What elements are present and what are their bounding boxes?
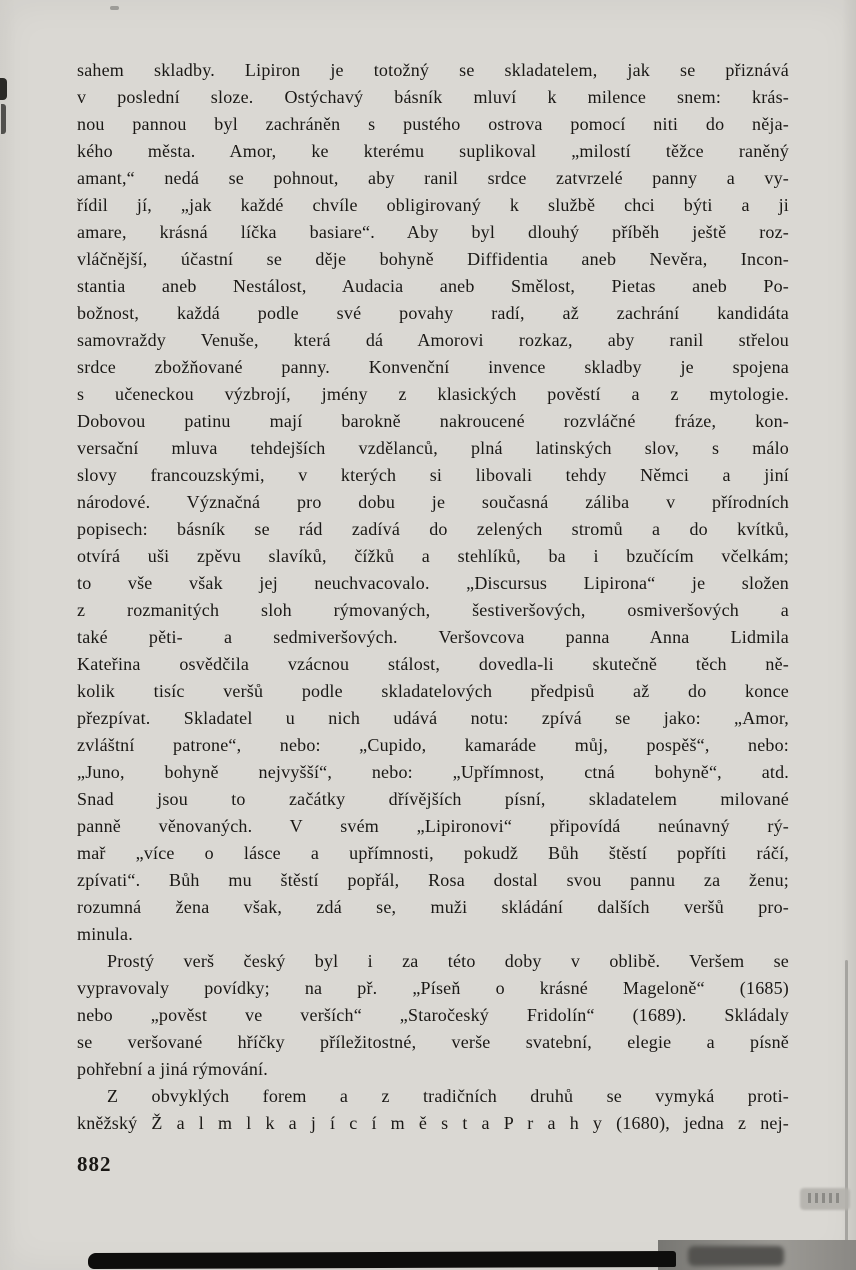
text-line: přezpívat. Skladatel u nich udává notu: zpívá se jako: „Amor, <box>77 708 789 728</box>
text-line: minula. <box>77 924 133 944</box>
text-line: Prostý verš český byl i za této doby v oblibě. Veršem se <box>107 951 789 971</box>
text-line: také pěti- a sedmiveršových. Veršovcova panna Anna Lidmila <box>77 627 789 647</box>
scan-edge-left-shadow <box>0 0 16 1270</box>
text-line: se veršované hříčky příležitostné, verše svatební, elegie a písně <box>77 1032 789 1052</box>
text-line: versační mluva tehdejších vzdělanců, plná latinských slov, s málo <box>77 438 789 458</box>
text-line: s učeneckou výzbrojí, jmény z klasických pověstí a z mytologie. <box>77 384 789 404</box>
scan-artifact-bottom-black-bar <box>88 1251 676 1269</box>
text-line: to vše však jej neuchvacovalo. „Discursus Lipirona“ je složen <box>77 573 789 593</box>
text-line: pohřební a jiná rýmování. <box>77 1059 268 1079</box>
page-number: 882 <box>77 1152 112 1176</box>
text-line: Kateřina osvědčila vzácnou stálost, dovedla-li skutečně těch ně- <box>77 654 789 674</box>
scan-artifact-top-dash <box>110 6 119 10</box>
scan-artifact-left-mark-1 <box>0 78 7 100</box>
scan-artifact-left-mark-2 <box>1 104 6 134</box>
text-line: Dobovou patinu mají barokně nakroucené rozvláčné fráze, kon- <box>77 411 789 431</box>
scan-artifact-right-smudge-marks <box>808 1193 842 1203</box>
text-line: rozumná žena však, zdá se, muži skládání dalších veršů pro- <box>77 897 789 917</box>
text-line: stantia aneb Nestálost, Audacia aneb Smělost, Pietas aneb Po- <box>77 276 789 296</box>
text-line: popisech: básník se rád zadívá do zelených stromů a do kvítků, <box>77 519 789 539</box>
text-line: v poslední sloze. Ostýchavý básník mluví k milence snem: krás- <box>77 87 789 107</box>
text-line: amant,“ nedá se pohnout, aby ranil srdce zatvrzelé panny a vy- <box>77 168 789 188</box>
text-line: nebo „pověst ve verších“ „Staročeský Fridolín“ (1689). Skládaly <box>77 1005 789 1025</box>
text-line: samovraždy Venuše, která dá Amorovi rozkaz, aby ranil střelou <box>77 330 789 350</box>
text-line: slovy francouzskými, v kterých si libovali tehdy Němci a jiní <box>77 465 789 485</box>
text-line: srdce zbožňované panny. Konvenční invence skladby je spojena <box>77 357 789 377</box>
text-line: nou pannou byl zachráněn s pustého ostrova pomocí niti do něja- <box>77 114 789 134</box>
page-text <box>77 57 789 1137</box>
paragraph <box>77 948 789 1083</box>
paragraph <box>77 57 789 948</box>
text-line: Snad jsou to začátky dřívějších písní, skladatelem milované <box>77 789 789 809</box>
text-line: „Juno, bohyně nejvyšší“, nebo: „Upřímnost, ctná bohyně“, atd. <box>77 762 789 782</box>
text-line: z rozmanitých sloh rýmovaných, šestiveršových, osmiveršových a <box>77 600 789 620</box>
text-line: řídil jí, „jak každé chvíle obligirovaný k službě chci býti a ji <box>77 195 789 215</box>
text-line: národové. Význačná pro dobu je současná záliba v přírodních <box>77 492 789 512</box>
text-line: amare, krásná líčka basiare“. Aby byl dlouhý příběh ještě roz- <box>77 222 789 242</box>
scan-artifact-bottom-smudge <box>688 1246 784 1266</box>
text-line: panně věnovaných. V svém „Lipironovi“ připovídá neúnavný rý- <box>77 816 789 836</box>
text-line: kolik tisíc veršů podle skladatelových předpisů až do konce <box>77 681 789 701</box>
text-line: kněžský Ž a l m l k a j í c í m ě s t a P r a h y (1680), jedna z nej- <box>77 1113 789 1133</box>
text-line: vláčnější, účastní se děje bohyně Diffidentia aneb Nevěra, Incon- <box>77 249 789 269</box>
text-line: kého města. Amor, ke kterému suplikoval „milostí těžce raněný <box>77 141 789 161</box>
text-line: otvírá uši zpěvu slavíků, čížků a stehlíků, ba i bzučícím včelkám; <box>77 546 789 566</box>
text-line: zvláštní patrone“, nebo: „Cupido, kamaráde můj, pospěš“, nebo: <box>77 735 789 755</box>
text-line: mař „více o lásce a upřímnosti, pokudž Bůh štěstí popříti ráčí, <box>77 843 789 863</box>
text-line: božnost, každá podle své povahy radí, až zachrání kandidáta <box>77 303 789 323</box>
text-line: vypravovaly povídky; na př. „Píseň o krásné Mageloně“ (1685) <box>77 978 789 998</box>
text-line: zpívati“. Bůh mu štěstí popřál, Rosa dostal svou pannu za ženu; <box>77 870 789 890</box>
paragraph <box>77 1083 789 1137</box>
text-line: sahem skladby. Lipiron je totožný se skladatelem, jak se přiznává <box>77 60 789 80</box>
text-line: Z obvyklých forem a z tradičních druhů se vymyká proti- <box>107 1086 789 1106</box>
